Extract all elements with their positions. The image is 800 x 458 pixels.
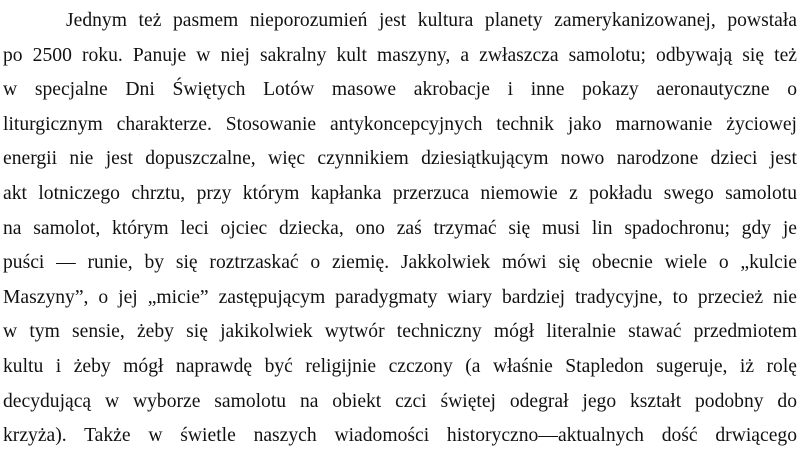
paragraph-line: energii nie jest dopuszczalne, więc czynnikiem dziesiątkującym nowo narodzone dzieci jest: [3, 148, 797, 170]
paragraph-line: Jednym też pasmem nieporozumień jest kultura planety zamerykanizowanej, powstała: [66, 10, 797, 31]
paragraph-line: liturgicznym charakterze. Stosowanie antykoncepcyjnych technik jako marnowanie życiowej: [3, 113, 797, 135]
paragraph-line: akt lotniczego chrztu, przy którym kapłanka przerzuca niemowie z pokładu swego samolotu: [3, 182, 797, 204]
paragraph-line: w specjalne Dni Świętych Lotów masowe akrobacje i inne pokazy aeronautyczne o: [3, 79, 797, 101]
paragraph-line: decydującą w wyborze samolotu na obiekt czci świętej odegrał jego kształt podobny do: [3, 390, 797, 412]
paragraph-line: kultu i żeby mógł naprawdę być religijnie czczony (a właśnie Stapledon sugeruje, iż rolę: [3, 355, 797, 377]
paragraph-line: w tym sensie, żeby się jakikolwiek wytwór techniczny mógł literalnie stawać przedmiotem: [3, 321, 797, 343]
paragraph-line: Maszyny”, o jej „micie” zastępującym paradygmaty wiary bardziej tradycyjne, to przecież nie: [3, 286, 797, 308]
paragraph-line: po 2500 roku. Panuje w niej sakralny kult maszyny, a zwłaszcza samolotu; odbywają się też: [3, 44, 797, 66]
paragraph-line: krzyża). Także w świetle naszych wiadomości historyczno—aktualnych dość drwiącego: [3, 425, 797, 447]
paragraph-line: puści — runie, by się roztrzaskać o ziemię. Jakkolwiek mówi się obecnie wiele o „kulcie: [3, 252, 797, 274]
paragraph-line: na samolot, którym leci ojciec dziecka, ono zaś trzymać się musi lin spadochronu; gdy je: [3, 217, 797, 239]
